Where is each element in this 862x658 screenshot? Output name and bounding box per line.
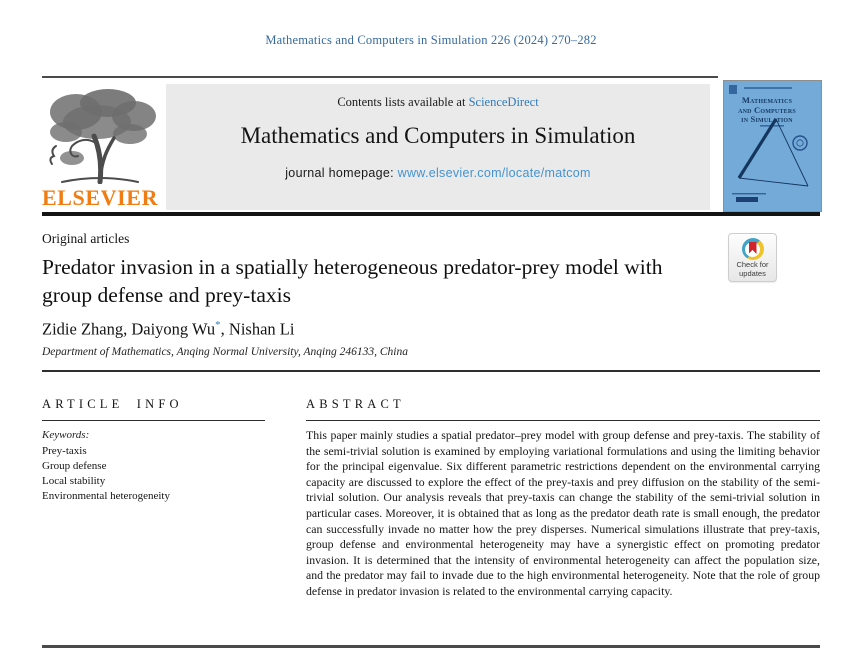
sciencedirect-link[interactable]: ScienceDirect: [468, 95, 539, 109]
author-list: Zidie Zhang, Daiyong Wu*, Nishan Li: [42, 319, 295, 339]
journal-homepage-link[interactable]: www.elsevier.com/locate/matcom: [397, 166, 591, 180]
keywords-list: [42, 444, 282, 504]
article-info-heading: ARTICLE INFO: [42, 397, 183, 411]
affiliation: Department of Mathematics, Anqing Normal University, Anqing 246133, China: [42, 346, 408, 358]
elsevier-wordmark: ELSEVIER: [42, 185, 159, 210]
elsevier-logo: [42, 86, 164, 210]
keyword-item: Prey-taxis: [42, 445, 87, 457]
crossmark-bookmark-icon: [749, 242, 757, 254]
masthead-divider-bar: [42, 212, 820, 216]
top-divider: [42, 76, 718, 78]
cover-title: Mathematics and Computers in Simulation: [738, 95, 796, 124]
journal-cover-thumbnail[interactable]: [723, 80, 822, 212]
bottom-divider: [42, 645, 820, 648]
journal-title: Mathematics and Computers in Simulation: [240, 123, 636, 148]
article-header-divider: [42, 370, 820, 372]
journal-citation: Mathematics and Computers in Simulation 226 (2024) 270–282: [265, 33, 597, 47]
contents-line: Contents lists available at ScienceDirect: [337, 95, 539, 109]
keywords-label: Keywords:: [42, 429, 90, 441]
corresponding-author-mark[interactable]: *: [215, 319, 221, 331]
keyword-item: Group defense: [42, 460, 107, 472]
elsevier-tree-icon: [42, 86, 164, 184]
crossmark-icon: [742, 238, 764, 260]
abstract-text: This paper mainly studies a spatial predator–prey model with group defense and prey-taxis. The stability of the semi-trivial solution is examined by employing variational formulations and using the limiting behavior for the principal eigenvalue. Six different parametric restrictions dependent on the environmental carrying capacity are discussed to explore the effect of the prey-taxis and prey diffusion on the stability of the semi-trivial solution. Our analysis reveals that prey-taxis can change the stability of the semi-trivial solution in particular cases. Moreover, it is obtained that as long as the predator death rate is small enough, the predator can successfully invade no matter how the prey disperses. Numerical simulations illustrate that prey-taxis, group defense and environmental heterogeneity may have a synergistic effect on promoting predator invasion. It is determined that the intensity of environmental heterogeneity can affect the population size, and the predator may fail to invade due to the high environmental heterogeneity. Note that the role of group defense in predator invasion is related to the environmental carrying capacity.: [306, 428, 820, 598]
keyword-item: Local stability: [42, 475, 106, 487]
article-type-label: Original articles: [42, 231, 130, 246]
abstract-heading: ABSTRACT: [306, 397, 405, 411]
keyword-item: Environmental heterogeneity: [42, 490, 170, 502]
abstract-rule: [306, 420, 820, 421]
article-info-rule: [42, 420, 265, 421]
check-for-updates-badge[interactable]: Check for updates: [728, 233, 777, 282]
journal-masthead: [166, 84, 710, 210]
article-title: Predator invasion in a spatially heterogeneous predator-prey model with group defense and prey-taxis: [42, 255, 663, 307]
journal-cover-emblem-icon: [729, 85, 737, 94]
homepage-line: journal homepage: www.elsevier.com/locate/matcom: [285, 166, 591, 180]
